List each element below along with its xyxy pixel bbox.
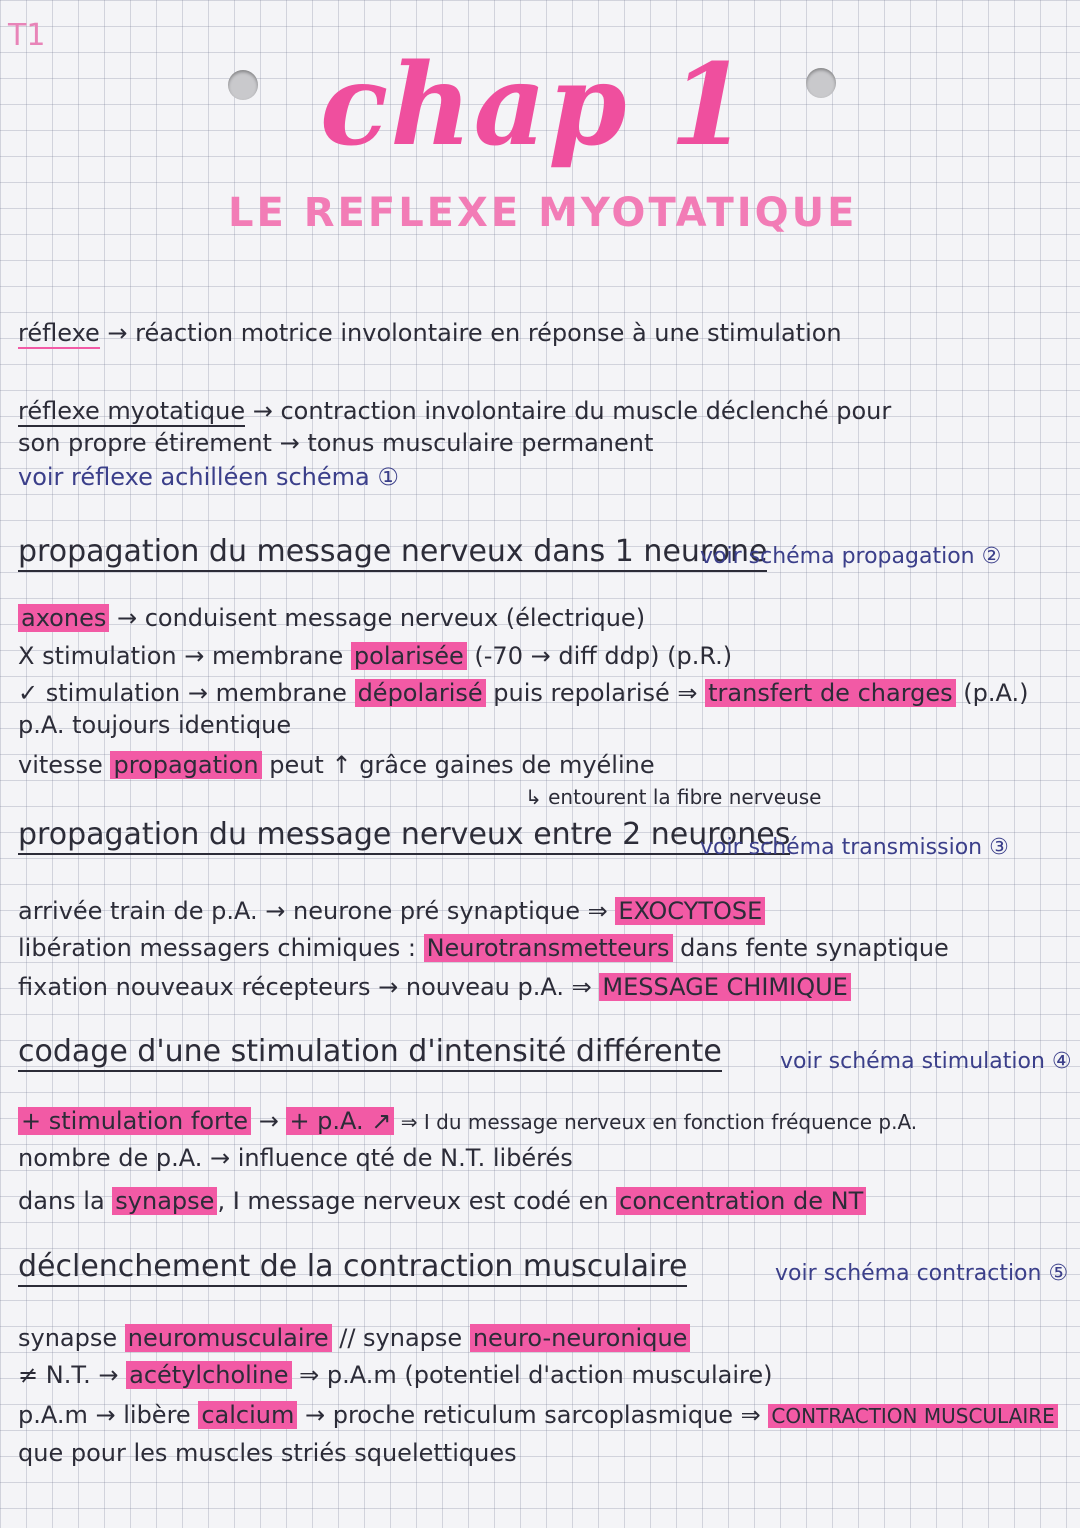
highlight: neuromusculaire: [125, 1324, 332, 1352]
highlight: acétylcholine: [126, 1361, 291, 1389]
definition-line-3: son propre étirement → tonus musculaire permanent: [18, 429, 654, 457]
highlight: + p.A. ↗: [286, 1107, 394, 1135]
text: , I message nerveux est codé en: [217, 1187, 617, 1215]
term-reflexe: réflexe: [18, 319, 100, 347]
s3-line-2: nombre de p.A. → influence qté de N.T. libérés: [18, 1144, 573, 1172]
text: libération messagers chimiques :: [18, 934, 424, 962]
heading-text: propagation du message nerveux dans 1 neurone: [18, 534, 768, 569]
s4-line-4: que pour les muscles striés squelettiques: [18, 1439, 517, 1467]
text: dans la: [18, 1187, 113, 1215]
text: ≠ N.T. →: [18, 1361, 127, 1389]
text: → réaction motrice involontaire en réponse à une stimulation: [99, 319, 842, 347]
heading-text: propagation du message nerveux entre 2 neurones: [18, 817, 791, 852]
highlight: CONTRACTION MUSCULAIRE: [768, 1404, 1057, 1428]
text: (p.A.): [955, 679, 1029, 707]
highlight: dépolarisé: [355, 679, 486, 707]
term-reflexe-myotatique: réflexe myotatique: [18, 397, 246, 425]
highlight: + stimulation forte: [18, 1107, 251, 1135]
text: (-70 → diff ddp) (p.R.): [466, 642, 733, 670]
text: peut ↑ grâce gaines de myéline: [261, 751, 655, 779]
s3-line-1: [18, 1108, 917, 1134]
text: →: [251, 1107, 287, 1135]
s1-line-1: [18, 605, 645, 631]
s4-line-1: [18, 1325, 690, 1351]
s4-line-2: [18, 1362, 773, 1388]
text: fixation nouveaux récepteurs → nouveau p.A. ⇒: [18, 973, 600, 1001]
text: ✓ stimulation → membrane: [18, 679, 355, 707]
s2-line-3: [18, 974, 851, 1000]
schema-ref-5: voir schéma contraction ⑤: [775, 1261, 1069, 1286]
s4-line-3: [18, 1402, 1058, 1428]
highlight: propagation: [110, 751, 261, 779]
text: ⇒ p.A.m (potentiel d'action musculaire): [291, 1361, 773, 1389]
highlight: Neurotransmetteurs: [424, 934, 673, 962]
schema-ref-3: voir schéma transmission ③: [700, 835, 1009, 860]
schema-ref-4: voir schéma stimulation ④: [780, 1049, 1072, 1074]
text: p.A.m → libère: [18, 1401, 199, 1429]
highlight: polarisée: [351, 642, 467, 670]
text: X stimulation → membrane: [18, 642, 351, 670]
s3-line-3: [18, 1188, 866, 1214]
s1-line-3: [18, 680, 1028, 706]
text: → proche reticulum sarcoplasmique ⇒: [297, 1401, 769, 1429]
text: vitesse: [18, 751, 111, 779]
heading-text: codage d'une stimulation d'intensité différente: [18, 1034, 722, 1069]
highlight: MESSAGE CHIMIQUE: [599, 973, 850, 1001]
text: // synapse: [331, 1324, 470, 1352]
text: synapse: [18, 1324, 125, 1352]
section-heading-contraction: [18, 1250, 687, 1287]
highlight: calcium: [198, 1401, 297, 1429]
text: arrivée train de p.A. → neurone pré synaptique ⇒: [18, 897, 616, 925]
definition-reflexe: [18, 320, 842, 346]
punch-hole-right: [806, 68, 836, 98]
schema-ref-1: voir réflexe achilléen schéma ①: [18, 463, 399, 491]
s1-line-5: [18, 752, 655, 778]
text: → conduisent message nerveux (électrique): [109, 604, 646, 632]
section-heading-codage: [18, 1035, 722, 1072]
text: puis repolarisé ⇒: [485, 679, 706, 707]
punch-hole-left: [228, 70, 258, 100]
text: dans fente synaptique: [672, 934, 949, 962]
section-heading-propagation-2-neurones: [18, 818, 790, 855]
highlight: concentration de NT: [616, 1187, 866, 1215]
page-title: chap 1: [320, 40, 750, 171]
s1-line-2: [18, 643, 732, 669]
s2-line-2: [18, 935, 949, 961]
highlight: axones: [18, 604, 109, 632]
text: → contraction involontaire du muscle déclenché pour: [245, 397, 892, 425]
s2-line-1: [18, 898, 765, 924]
s1-line-4: p.A. toujours identique: [18, 711, 292, 739]
page-subtitle: LE REFLEXE MYOTATIQUE: [228, 190, 858, 236]
highlight: synapse: [112, 1187, 217, 1215]
corner-label: T1: [8, 18, 46, 53]
heading-text: déclenchement de la contraction musculaire: [18, 1249, 688, 1284]
s1-line-6: ↳ entourent la fibre nerveuse: [525, 785, 822, 809]
schema-ref-2: voir schéma propagation ②: [700, 544, 1002, 569]
highlight: neuro-neuronique: [470, 1324, 691, 1352]
highlight: EXOCYTOSE: [615, 897, 765, 925]
highlight: transfert de charges: [705, 679, 956, 707]
section-heading-propagation-neurone: [18, 535, 767, 572]
definition-reflexe-myotatique: [18, 398, 891, 424]
text: ⇒ I du message nerveux en fonction fréquence p.A.: [394, 1110, 918, 1134]
